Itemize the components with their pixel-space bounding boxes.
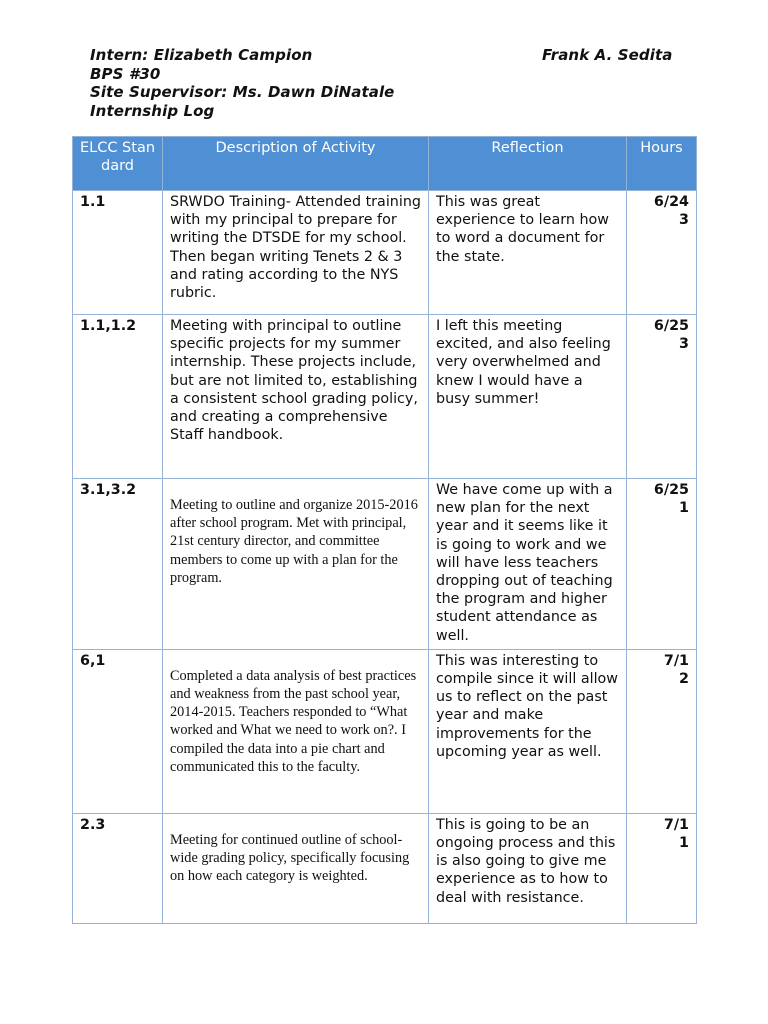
table-row	[73, 649, 697, 813]
hours-cell	[627, 479, 697, 650]
standard-cell: 6,1	[73, 649, 163, 813]
reflection-cell: This was interesting to compile since it will allow us to reflect on the past year and make improvements for the upcoming year as well.	[429, 649, 627, 813]
hours-cell	[627, 191, 697, 315]
table-row	[73, 191, 697, 315]
description-cell	[163, 813, 429, 923]
date-value: 6/25	[653, 482, 689, 498]
standard-cell: 1.1,1.2	[73, 315, 163, 479]
reflection-cell: This is going to be an ongoing process and this is also going to give me experience as to how to deal with resistance.	[429, 813, 627, 923]
hours-value: 3	[679, 212, 689, 229]
date-value: 6/25	[653, 318, 689, 334]
description-cell	[163, 479, 429, 650]
description-cell: SRWDO Training- Attended training with my principal to prepare for writing the DTSDE for my school. Then began writing Tenets 2 & 3 and rating according to the NYS rubric.	[163, 191, 429, 315]
table-header-row	[73, 137, 697, 191]
school-name: BPS #30	[90, 64, 161, 83]
site-supervisor: Site Supervisor: Ms. Dawn DiNatale	[90, 83, 395, 101]
table-row	[73, 479, 697, 650]
table-row	[73, 315, 697, 479]
description-cell: Meeting with principal to outline specific projects for my summer internship. These projects include, but are not limited to, establishing a consistent school grading policy, and creating a comprehensive Staff handbook.	[163, 315, 429, 479]
hours-cell	[627, 315, 697, 479]
column-header-standard: ELCC Standard	[73, 137, 163, 191]
supervisor-name: Frank A. Sedita	[542, 46, 673, 64]
date-value: 7/1	[663, 816, 689, 833]
standard-cell: 2.3	[73, 813, 163, 923]
reflection-cell: This was great experience to learn how to word a document for the state.	[429, 191, 627, 315]
reflection-cell: I left this meeting excited, and also feeling very overwhelmed and knew I would have a busy summer!	[429, 315, 627, 479]
description-text: Meeting to outline and organize 2015-2016 after school program. Met with principal, 21st century director, and committee members to come up with a plan for the program.	[170, 497, 418, 586]
column-header-reflection: Reflection	[429, 137, 627, 191]
description-text: Completed a data analysis of best practices and weakness from the past school year, 2014-2015. Teachers responded to “What worked and What we need to work on?. I compiled the data into a pie chart and communicated this to the faculty.	[170, 667, 417, 775]
standard-cell: 1.1	[73, 191, 163, 315]
column-header-description: Description of Activity	[163, 137, 429, 191]
log-title: Internship Log	[90, 101, 215, 120]
date-value: 7/1	[663, 652, 689, 669]
date-value: 6/24	[653, 194, 689, 210]
hours-value: 1	[679, 835, 689, 852]
description-text: Meeting for continued outline of school-wide grading policy, specifically focusing on how each category is weighted.	[170, 831, 410, 885]
log-header	[90, 46, 680, 120]
hours-value: 3	[679, 336, 689, 353]
hours-cell	[627, 813, 697, 923]
description-cell	[163, 649, 429, 813]
reflection-cell: We have come up with a new plan for the next year and it seems like it is going to work and we will have less teachers dropping out of teaching the program and higher student attendance as well.	[429, 479, 627, 650]
internship-log-table	[72, 136, 697, 924]
standard-cell: 3.1,3.2	[73, 479, 163, 650]
hours-cell	[627, 649, 697, 813]
hours-value: 1	[679, 500, 689, 517]
hours-value: 2	[679, 671, 689, 688]
table-row	[73, 813, 697, 923]
intern-name: Intern: Elizabeth Campion	[90, 46, 313, 64]
column-header-hours: Hours	[627, 137, 697, 191]
